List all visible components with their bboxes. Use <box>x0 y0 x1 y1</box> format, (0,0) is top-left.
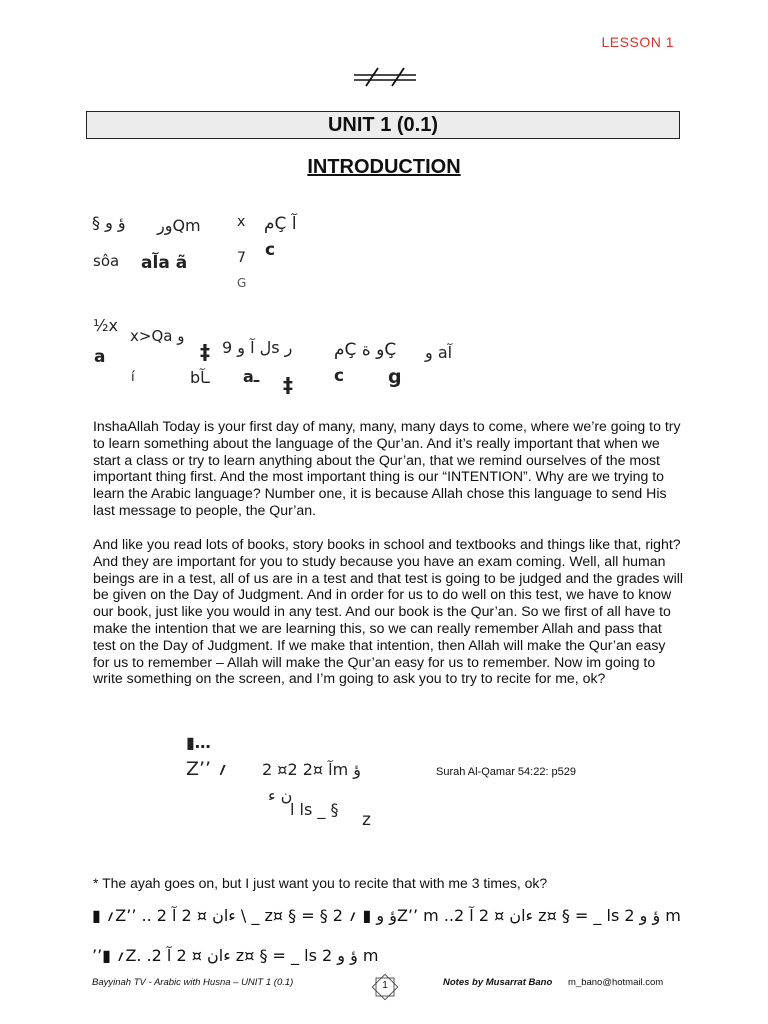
ornament-icon <box>352 66 418 88</box>
section-title-text: INTRODUCTION <box>307 156 461 178</box>
glyph-text: ن ء <box>268 786 293 805</box>
glyph-text: í <box>131 370 135 385</box>
glyph-text: aـ <box>243 367 260 386</box>
glyph-text: c <box>334 366 345 386</box>
glyph-text: x <box>237 214 246 230</box>
lesson-label: LESSON 1 <box>601 34 674 50</box>
glyph-text: ½x <box>93 316 118 335</box>
page-number-badge <box>370 973 400 1001</box>
glyph-text: c <box>265 240 276 260</box>
glyph-text: aآa ã <box>141 253 188 273</box>
page-number: 1 <box>382 980 388 991</box>
glyph-text: 7 <box>237 250 246 266</box>
note-text: * The ayah goes on, but I just want you to recite that with me 3 times, ok? <box>93 875 548 891</box>
glyph-text: § ؤ و <box>92 213 126 232</box>
glyph-text: bـآ <box>190 368 210 387</box>
glyph-text: z <box>362 810 371 830</box>
glyph-text: ل آ و 9s ر <box>222 338 293 357</box>
glyph-text: sôa <box>93 252 120 270</box>
footer-email: m_bano@hotmail.com <box>568 977 664 988</box>
unit-title-box <box>86 111 680 139</box>
glyph-text: ▮… <box>186 733 211 752</box>
glyph-text: مÇ و ةÇ <box>334 340 397 360</box>
recitation-line-1: ▮ ؍Z’’ .. 2 ءان ¤ 2 آ \ _ z¤ § = § 2 ؤ و ▮ ؍Z’’ m ..2 ءان ¤ 2 آ z¤ § = _ ls 2 ؤ و m <box>92 906 681 925</box>
intro-paragraph-1: InshaAllah Today is your first day of many, many, many days to come, where we’re going to try to learn something about the language of the Qur’an. And it’s really important that when we start a class or try to learn anything about the Qur’an, that we remind ourselves of the most important thing first. And the most important thing is our “INTENTION”. Why are we trying to learn the Arabic language? Number one, it is because Allah chose this language to send His last message to people, the Qur’an. <box>93 418 681 518</box>
section-title <box>0 156 768 179</box>
glyph-text: 2 ¤2 آ ¤2m ؤ <box>262 760 362 779</box>
glyph-text: g <box>388 366 402 388</box>
glyph-text: a <box>94 347 106 367</box>
glyph-text: ورQm <box>157 216 201 235</box>
glyph-text: مÇ آ <box>264 214 297 234</box>
glyph-text: x>Qa و <box>130 327 185 345</box>
glyph-text: ‡ <box>200 340 210 364</box>
glyph-text: Z’’ ؍ <box>186 758 229 780</box>
ayah-block <box>0 730 768 860</box>
ayah-reference: Surah Al-Qamar 54:22: p529 <box>436 766 577 778</box>
glyph-text: و aآ <box>425 343 453 362</box>
glyph-text: ‡ <box>283 373 293 397</box>
intro-paragraph-2: And like you read lots of books, story books in school and textbooks and things like that, right? And they are important for you to study because you have an exam coming. Well, all human beings are in a test, all of us are in a test and that test is going to be judged and the grades will be given on the Day of Judgment. And in order for us to do well on this test, we have to know our book, just like you would in any test. And our book is the Qur’an. So we first of all have to make the intention that we are learning this, so we can really remember Allah and pass that test on the Day of Judgment. If we make that intention, then Allah will make the Qur’an easy for us to remember – Allah will make the Qur’an easy for us to remember. Now im going to write something on the screen, and I’m going to ask you to try to recite for me, ok? <box>93 536 683 687</box>
glyph-text: ا ls _ § <box>290 800 339 819</box>
recitation-line-2: ’’▮ ؍Z. .2 ءان ¤ 2 آ z¤ § = _ ls 2 ؤ و m <box>92 946 379 965</box>
footer-notes: Notes by Musarrat Bano <box>443 977 553 988</box>
unit-title: UNIT 1 (0.1) <box>327 114 439 136</box>
footer-title: Bayyinah TV - Arabic with Husna – UNIT 1 (0.1) <box>92 977 294 988</box>
glyph-text: G <box>237 276 247 290</box>
